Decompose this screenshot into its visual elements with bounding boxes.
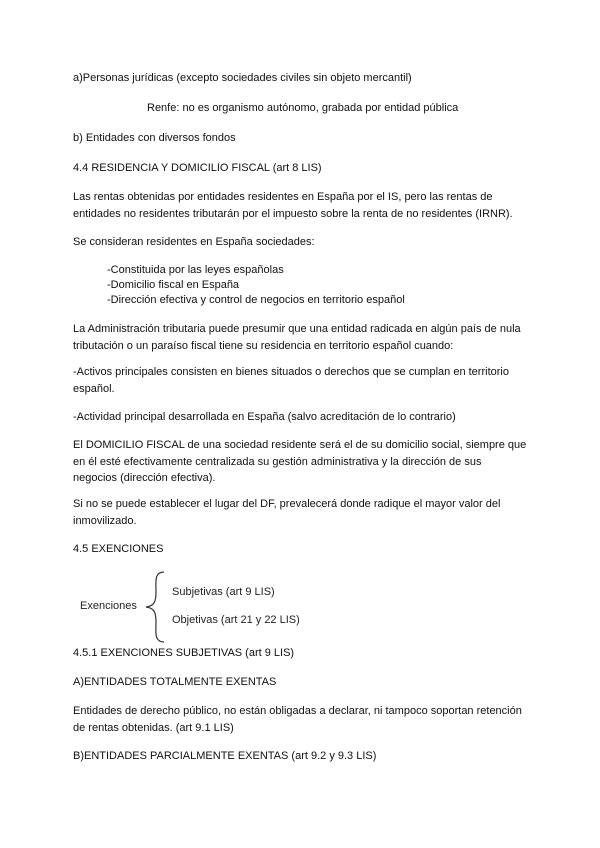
line-renfe: Renfe: no es organismo autónomo, grabada por entidad pública [147, 102, 459, 114]
paragraph-activos: -Activos principales consisten en bienes situados o derechos que se cumplan en territorio español. [73, 366, 509, 395]
curly-brace-icon [142, 570, 170, 644]
heading-4-5: 4.5 EXENCIONES [73, 543, 164, 555]
heading-a-totalmente-exentas: A)ENTIDADES TOTALMENTE EXENTAS [73, 676, 277, 688]
heading-4-5-1: 4.5.1 EXENCIONES SUBJETIVAS (art 9 LIS) [73, 647, 295, 659]
exenciones-diagram [78, 570, 338, 644]
diagram-root-label: Exenciones [80, 600, 137, 612]
paragraph-administracion: La Administración tributaria puede presumir que una entidad radicada en algún país de nula tributación o un paraíso fiscal tiene su residencia en territorio español cuando: [73, 323, 521, 352]
diagram-branch-objetivas: Objetivas (art 21 y 22 LIS) [172, 614, 300, 626]
diagram-branch-subjetivas: Subjetivas (art 9 LIS) [172, 586, 275, 598]
paragraph-rentas: Las rentas obtenidas por entidades residentes en España por el IS, pero las rentas de entidades no residentes tributarán por el impuesto sobre la renta de no residentes (IRNR). [73, 191, 513, 220]
paragraph-derecho-publico: Entidades de derecho público, no están obligadas a declarar, ni tampoco soportan retención de rentas obtenidas. (art 9.1 LIS) [73, 705, 522, 734]
list-item-leyes: -Constituida por las leyes españolas [107, 264, 284, 276]
list-item-direccion: -Dirección efectiva y control de negocios en territorio español [107, 294, 405, 306]
heading-4-4: 4.4 RESIDENCIA Y DOMICILIO FISCAL (art 8 LIS) [73, 162, 322, 174]
heading-b-parcialmente-exentas: B)ENTIDADES PARCIALMENTE EXENTAS (art 9.2 y 9.3 LIS) [73, 750, 377, 762]
paragraph-domicilio-fiscal: El DOMICILIO FISCAL de una sociedad residente será el de su domicilio social, siempre que en él esté efectivamente centralizada su gestión administrativa y la dirección de sus negocios (dirección efectiva). [73, 439, 527, 484]
paragraph-df: Si no se puede establecer el lugar del DF, prevalecerá donde radique el mayor valor del inmovilizado. [73, 498, 501, 527]
paragraph-residentes: Se consideran residentes en España sociedades: [73, 236, 315, 248]
list-item-domicilio: -Domicilio fiscal en España [107, 279, 240, 291]
line-personas-juridicas: a)Personas jurídicas (excepto sociedades civiles sin objeto mercantil) [73, 72, 412, 84]
line-entidades-fondos: b) Entidades con diversos fondos [73, 132, 236, 144]
paragraph-actividad: -Actividad principal desarrollada en España (salvo acreditación de lo contrario) [73, 411, 456, 423]
